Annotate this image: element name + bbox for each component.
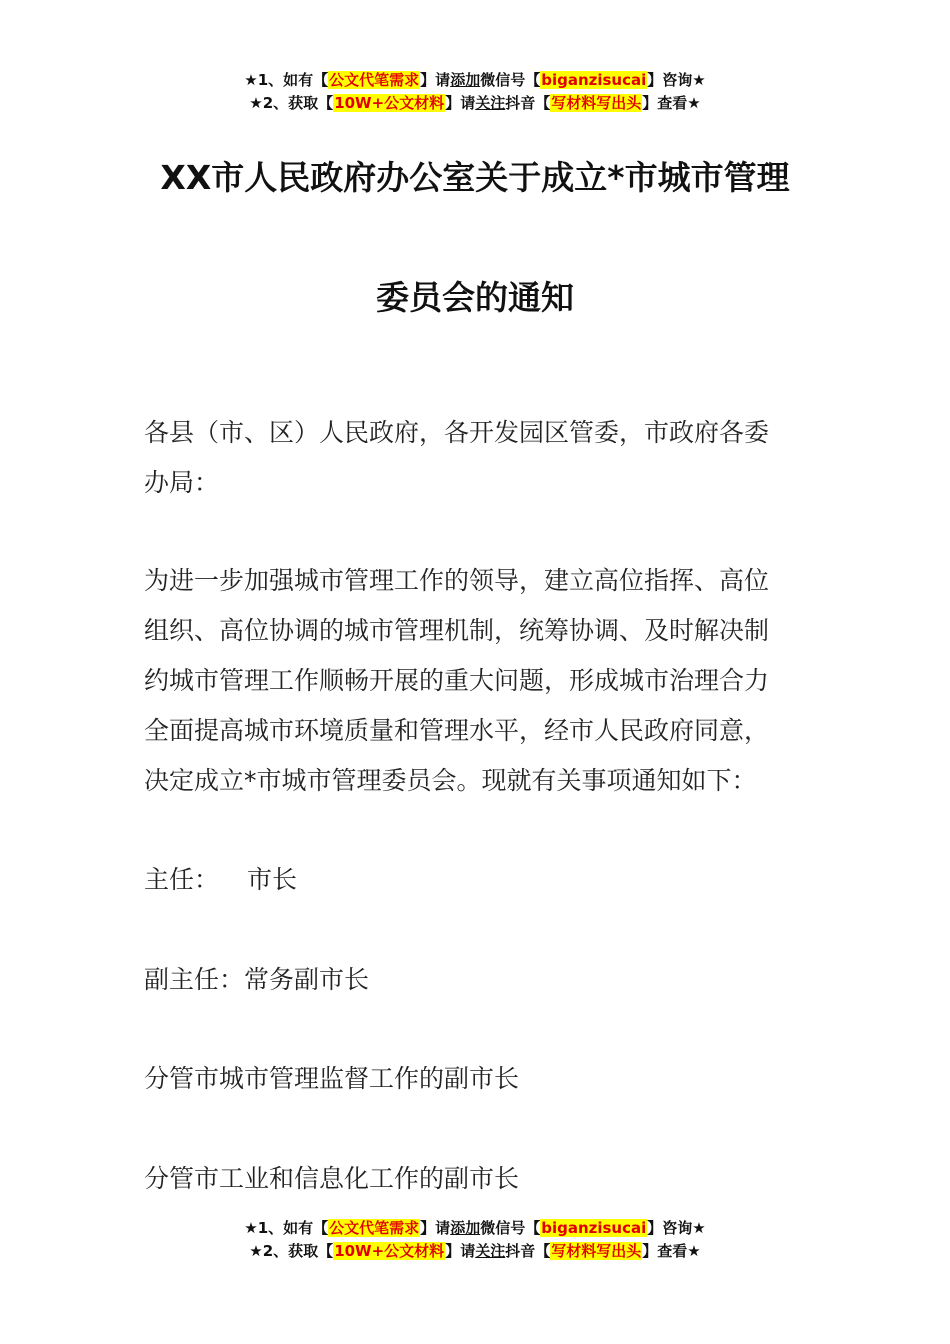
banner-text: 】查看★ (642, 94, 701, 112)
banner-highlight: 10W+公文材料 (334, 94, 445, 112)
member-line (144, 1054, 809, 1104)
banner-text: 】请 (445, 1242, 476, 1260)
banner-text: 】请 (445, 94, 476, 112)
wechat-id-highlight: biganzisucai (541, 71, 647, 89)
banner-text: 】咨询★ (647, 1219, 706, 1237)
douyin-highlight: 写材料写出头 (551, 1242, 642, 1260)
banner-highlight: 公文代笔需求 (329, 71, 420, 89)
document-title-line-2: 委员会的通知 (376, 278, 574, 317)
banner-text: ★2、获取【 (249, 1242, 334, 1260)
banner-text: 】查看★ (642, 1242, 701, 1260)
banner-text: ★1、如有【 (244, 1219, 329, 1237)
paragraph-line: 组织、高位协调的城市管理机制，统筹协调、及时解决制 (144, 616, 770, 645)
banner-text: 抖音【 (505, 1242, 551, 1260)
deputy-director-text: 副主任：常务副市长 (144, 965, 370, 994)
banner-underlined: 关注 (475, 94, 506, 112)
banner-underlined: 添加 (450, 1219, 481, 1237)
wechat-id-highlight: biganzisucai (541, 1219, 647, 1237)
director-label: 主任： (144, 865, 220, 894)
paragraph-line: 决定成立*市城市管理委员会。现就有关事项通知如下： (144, 766, 757, 795)
banner-line-1 (0, 1217, 950, 1240)
banner-highlight: 10W+公文材料 (334, 1242, 445, 1260)
banner-text: 】请 (420, 71, 451, 89)
banner-highlight: 公文代笔需求 (329, 1219, 420, 1237)
salutation-line: 各县（市、区）人民政府，各开发园区管委，市政府各委 (144, 418, 770, 447)
document-title-line-1: XX市人民政府办公室关于成立*市城市管理 (160, 158, 790, 197)
douyin-highlight: 写材料写出头 (551, 94, 642, 112)
banner-text: 微信号【 (480, 1219, 541, 1237)
banner-text: 】请 (420, 1219, 451, 1237)
bottom-banner (0, 1217, 950, 1263)
member-text: 分管市城市管理监督工作的副市长 (144, 1064, 520, 1093)
banner-line-1 (0, 69, 950, 92)
top-banner (0, 69, 950, 115)
salutation (144, 408, 809, 508)
banner-text: ★1、如有【 (244, 71, 329, 89)
director-value: 市长 (247, 865, 298, 894)
member-text: 分管市工业和信息化工作的副市长 (144, 1164, 520, 1193)
paragraph-line: 为进一步加强城市管理工作的领导，建立高位指挥、高位 (144, 566, 770, 595)
banner-underlined: 关注 (475, 1242, 506, 1260)
member-line (144, 1154, 809, 1204)
body-paragraph (144, 556, 809, 806)
paragraph-line: 全面提高城市环境质量和管理水平，经市人民政府同意， (144, 716, 770, 745)
deputy-director-line (144, 955, 809, 1005)
director-line (144, 855, 809, 905)
banner-text: ★2、获取【 (249, 94, 334, 112)
banner-text: 抖音【 (505, 94, 551, 112)
banner-text: 】咨询★ (647, 71, 706, 89)
salutation-line: 办局： (144, 468, 220, 497)
paragraph-line: 约城市管理工作顺畅开展的重大问题，形成城市治理合力 (144, 666, 770, 695)
banner-line-2 (0, 1240, 950, 1263)
banner-text: 微信号【 (480, 71, 541, 89)
banner-underlined: 添加 (450, 71, 481, 89)
banner-line-2 (0, 92, 950, 115)
